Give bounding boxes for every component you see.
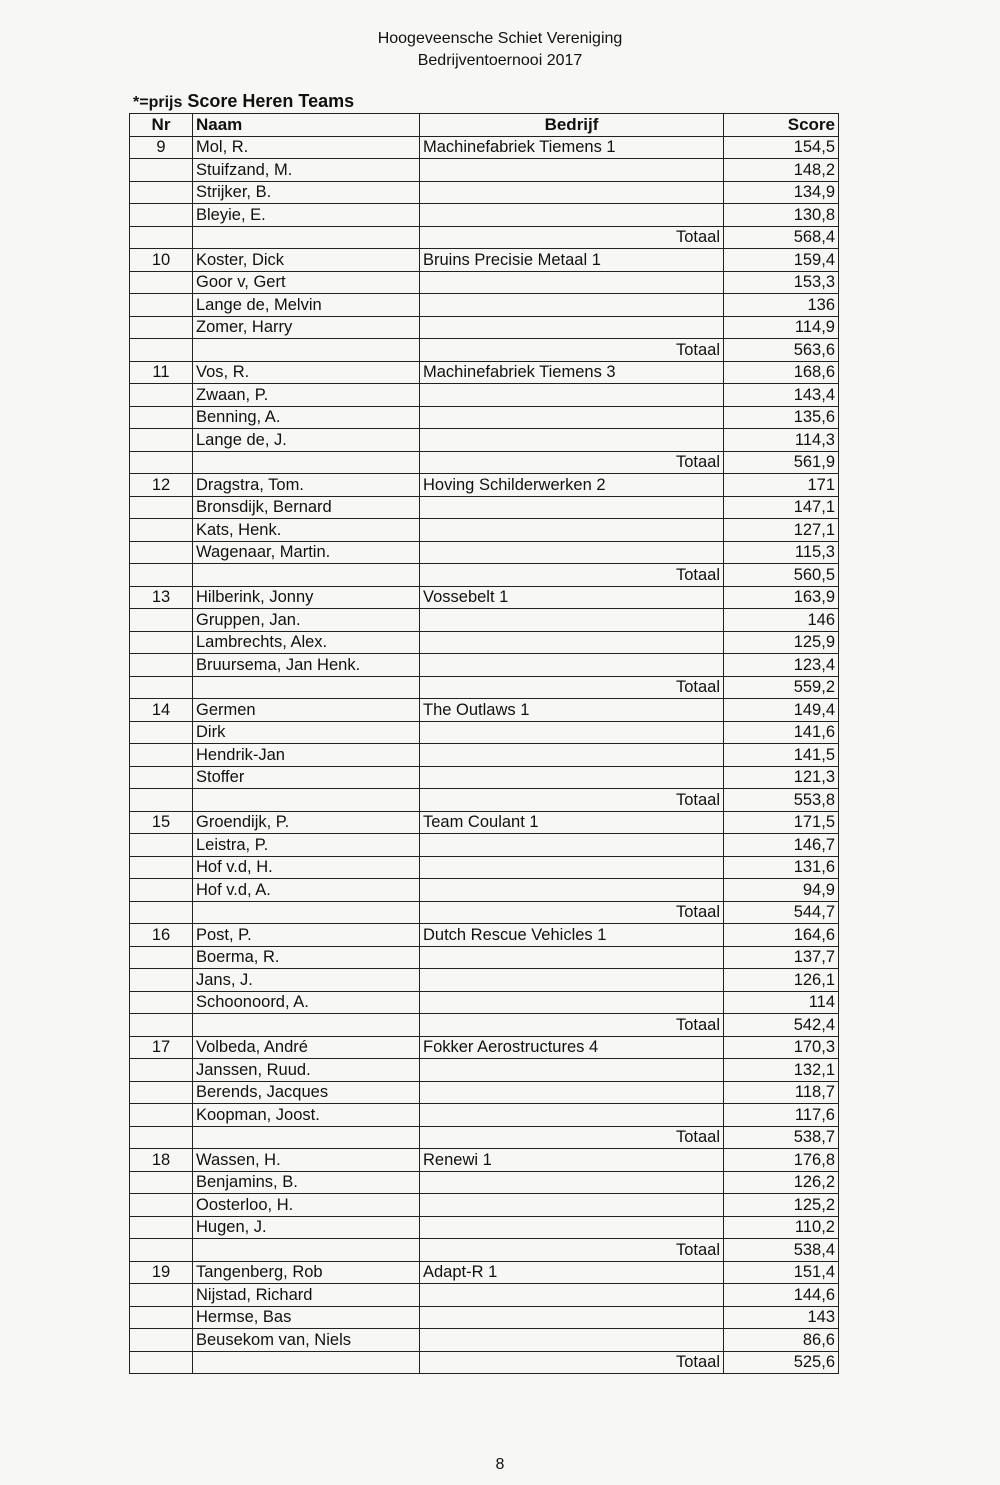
member-name-cell: Germen <box>193 699 420 722</box>
member-name-cell: Post, P. <box>193 924 420 947</box>
member-name-cell: Hilberink, Jonny <box>193 586 420 609</box>
empty-cell <box>130 339 193 362</box>
member-score-cell: 171 <box>724 474 839 497</box>
team-nr-cell <box>130 519 193 542</box>
member-score-cell: 115,3 <box>724 541 839 564</box>
company-cell <box>420 294 724 317</box>
member-score-cell: 131,6 <box>724 856 839 879</box>
company-cell <box>420 429 724 452</box>
company-cell <box>420 1081 724 1104</box>
empty-cell <box>130 1351 193 1374</box>
company-cell <box>420 766 724 789</box>
member-score-cell: 130,8 <box>724 204 839 227</box>
member-score-cell: 141,5 <box>724 744 839 767</box>
member-score-cell: 123,4 <box>724 654 839 677</box>
total-label-cell: Totaal <box>420 1239 724 1262</box>
company-cell <box>420 991 724 1014</box>
member-name-cell: Goor v, Gert <box>193 271 420 294</box>
table-row <box>130 586 839 609</box>
table-row <box>130 361 839 384</box>
empty-cell <box>130 1239 193 1262</box>
table-row <box>130 249 839 272</box>
member-name-cell: Groendijk, P. <box>193 811 420 834</box>
empty-cell <box>130 564 193 587</box>
member-score-cell: 137,7 <box>724 946 839 969</box>
company-cell: Dutch Rescue Vehicles 1 <box>420 924 724 947</box>
team-total-row <box>130 564 839 587</box>
member-score-cell: 171,5 <box>724 811 839 834</box>
empty-cell <box>193 1126 420 1149</box>
member-name-cell: Bruursema, Jan Henk. <box>193 654 420 677</box>
empty-cell <box>193 789 420 812</box>
table-row <box>130 834 839 857</box>
total-label-cell: Totaal <box>420 676 724 699</box>
member-score-cell: 86,6 <box>724 1329 839 1352</box>
member-score-cell: 94,9 <box>724 879 839 902</box>
member-name-cell: Beusekom van, Niels <box>193 1329 420 1352</box>
member-score-cell: 125,9 <box>724 631 839 654</box>
table-row <box>130 1059 839 1082</box>
member-name-cell: Hof v.d, H. <box>193 856 420 879</box>
member-score-cell: 146 <box>724 609 839 632</box>
document-subtitle: Bedrijventoernooi 2017 <box>417 52 583 69</box>
member-name-cell: Volbeda, André <box>193 1036 420 1059</box>
team-nr-cell <box>130 1059 193 1082</box>
member-name-cell: Berends, Jacques <box>193 1081 420 1104</box>
team-nr-cell: 18 <box>130 1149 193 1172</box>
team-total-cell: 561,9 <box>724 451 839 474</box>
company-cell <box>420 856 724 879</box>
member-name-cell: Boerma, R. <box>193 946 420 969</box>
company-cell <box>420 1104 724 1127</box>
empty-cell <box>130 226 193 249</box>
member-name-cell: Oosterloo, H. <box>193 1194 420 1217</box>
team-nr-cell <box>130 879 193 902</box>
empty-cell <box>193 339 420 362</box>
team-total-cell: 544,7 <box>724 901 839 924</box>
company-cell <box>420 181 724 204</box>
member-name-cell: Hermse, Bas <box>193 1306 420 1329</box>
member-name-cell: Lange de, J. <box>193 429 420 452</box>
table-row <box>130 496 839 519</box>
team-nr-cell <box>130 946 193 969</box>
team-nr-cell <box>130 429 193 452</box>
member-name-cell: Nijstad, Richard <box>193 1284 420 1307</box>
member-score-cell: 135,6 <box>724 406 839 429</box>
team-nr-cell <box>130 721 193 744</box>
member-score-cell: 126,2 <box>724 1171 839 1194</box>
member-score-cell: 170,3 <box>724 1036 839 1059</box>
team-total-row <box>130 1239 839 1262</box>
table-row <box>130 1171 839 1194</box>
team-total-row <box>130 1126 839 1149</box>
team-nr-cell <box>130 1171 193 1194</box>
table-row <box>130 879 839 902</box>
company-cell: Machinefabriek Tiemens 1 <box>420 136 724 159</box>
member-name-cell: Bronsdijk, Bernard <box>193 496 420 519</box>
company-cell <box>420 271 724 294</box>
empty-cell <box>130 789 193 812</box>
team-total-row <box>130 901 839 924</box>
total-label-cell: Totaal <box>420 789 724 812</box>
member-score-cell: 127,1 <box>724 519 839 542</box>
member-score-cell: 153,3 <box>724 271 839 294</box>
member-score-cell: 134,9 <box>724 181 839 204</box>
empty-cell <box>130 676 193 699</box>
member-name-cell: Strijker, B. <box>193 181 420 204</box>
table-row <box>130 1036 839 1059</box>
total-label-cell: Totaal <box>420 1126 724 1149</box>
member-name-cell: Leistra, P. <box>193 834 420 857</box>
table-row <box>130 1081 839 1104</box>
column-header-score: Score <box>724 114 839 137</box>
team-nr-cell: 10 <box>130 249 193 272</box>
team-nr-cell <box>130 1329 193 1352</box>
table-row <box>130 1284 839 1307</box>
member-name-cell: Jans, J. <box>193 969 420 992</box>
member-score-cell: 163,9 <box>724 586 839 609</box>
team-total-row <box>130 676 839 699</box>
empty-cell <box>193 451 420 474</box>
member-score-cell: 114,9 <box>724 316 839 339</box>
company-cell <box>420 654 724 677</box>
table-row <box>130 856 839 879</box>
member-score-cell: 148,2 <box>724 159 839 182</box>
team-total-cell: 525,6 <box>724 1351 839 1374</box>
company-cell <box>420 1171 724 1194</box>
total-label-cell: Totaal <box>420 1014 724 1037</box>
table-row <box>130 924 839 947</box>
team-nr-cell: 14 <box>130 699 193 722</box>
table-row <box>130 721 839 744</box>
company-cell: Bruins Precisie Metaal 1 <box>420 249 724 272</box>
company-cell <box>420 834 724 857</box>
company-cell <box>420 519 724 542</box>
team-total-cell: 560,5 <box>724 564 839 587</box>
team-nr-cell <box>130 1216 193 1239</box>
team-total-row <box>130 226 839 249</box>
page-number: 8 <box>495 1456 505 1473</box>
team-nr-cell <box>130 856 193 879</box>
member-name-cell: Mol, R. <box>193 136 420 159</box>
team-nr-cell <box>130 744 193 767</box>
team-nr-cell <box>130 181 193 204</box>
team-total-row <box>130 451 839 474</box>
table-row <box>130 1216 839 1239</box>
team-nr-cell <box>130 384 193 407</box>
empty-cell <box>193 226 420 249</box>
table-row <box>130 609 839 632</box>
company-cell <box>420 1194 724 1217</box>
document-title: Hoogeveensche Schiet Vereniging <box>377 30 623 47</box>
member-name-cell: Kats, Henk. <box>193 519 420 542</box>
member-name-cell: Hof v.d, A. <box>193 879 420 902</box>
company-cell <box>420 631 724 654</box>
team-total-cell: 538,7 <box>724 1126 839 1149</box>
member-score-cell: 147,1 <box>724 496 839 519</box>
member-name-cell: Zwaan, P. <box>193 384 420 407</box>
team-nr-cell <box>130 271 193 294</box>
member-name-cell: Zomer, Harry <box>193 316 420 339</box>
team-nr-cell <box>130 541 193 564</box>
empty-cell <box>193 1239 420 1262</box>
empty-cell <box>130 901 193 924</box>
empty-cell <box>193 1351 420 1374</box>
company-cell <box>420 1329 724 1352</box>
table-row <box>130 429 839 452</box>
company-cell <box>420 406 724 429</box>
member-score-cell: 114,3 <box>724 429 839 452</box>
member-name-cell: Benjamins, B. <box>193 1171 420 1194</box>
team-nr-cell: 9 <box>130 136 193 159</box>
team-nr-cell: 19 <box>130 1261 193 1284</box>
member-name-cell: Lambrechts, Alex. <box>193 631 420 654</box>
team-nr-cell <box>130 834 193 857</box>
team-nr-cell <box>130 654 193 677</box>
member-score-cell: 118,7 <box>724 1081 839 1104</box>
company-cell <box>420 609 724 632</box>
company-cell <box>420 541 724 564</box>
empty-cell <box>193 676 420 699</box>
table-caption <box>133 90 354 114</box>
member-score-cell: 141,6 <box>724 721 839 744</box>
company-cell <box>420 204 724 227</box>
column-header-naam: Naam <box>193 114 420 137</box>
team-nr-cell: 13 <box>130 586 193 609</box>
team-nr-cell <box>130 969 193 992</box>
team-nr-cell <box>130 1306 193 1329</box>
company-cell <box>420 946 724 969</box>
member-name-cell: Stoffer <box>193 766 420 789</box>
table-row <box>130 271 839 294</box>
member-score-cell: 159,4 <box>724 249 839 272</box>
member-score-cell: 164,6 <box>724 924 839 947</box>
total-label-cell: Totaal <box>420 226 724 249</box>
company-cell <box>420 1284 724 1307</box>
empty-cell <box>193 564 420 587</box>
table-row <box>130 406 839 429</box>
table-row <box>130 204 839 227</box>
empty-cell <box>130 1126 193 1149</box>
member-score-cell: 146,7 <box>724 834 839 857</box>
team-nr-cell <box>130 204 193 227</box>
empty-cell <box>193 901 420 924</box>
team-nr-cell <box>130 406 193 429</box>
member-score-cell: 110,2 <box>724 1216 839 1239</box>
team-nr-cell: 17 <box>130 1036 193 1059</box>
member-score-cell: 114 <box>724 991 839 1014</box>
company-cell: Adapt-R 1 <box>420 1261 724 1284</box>
member-name-cell: Hendrik-Jan <box>193 744 420 767</box>
company-cell <box>420 879 724 902</box>
team-total-row <box>130 789 839 812</box>
company-cell: Team Coulant 1 <box>420 811 724 834</box>
table-row <box>130 631 839 654</box>
member-name-cell: Wagenaar, Martin. <box>193 541 420 564</box>
table-row <box>130 474 839 497</box>
prijs-legend: *=prijs <box>133 94 183 111</box>
member-name-cell: Schoonoord, A. <box>193 991 420 1014</box>
table-row <box>130 181 839 204</box>
member-name-cell: Benning, A. <box>193 406 420 429</box>
score-table <box>129 113 839 1374</box>
member-name-cell: Stuifzand, M. <box>193 159 420 182</box>
table-row <box>130 1104 839 1127</box>
member-name-cell: Tangenberg, Rob <box>193 1261 420 1284</box>
company-cell <box>420 1306 724 1329</box>
table-row <box>130 384 839 407</box>
member-name-cell: Hugen, J. <box>193 1216 420 1239</box>
member-score-cell: 143,4 <box>724 384 839 407</box>
team-nr-cell: 12 <box>130 474 193 497</box>
total-label-cell: Totaal <box>420 901 724 924</box>
member-name-cell: Gruppen, Jan. <box>193 609 420 632</box>
team-nr-cell <box>130 991 193 1014</box>
table-row <box>130 699 839 722</box>
member-name-cell: Dirk <box>193 721 420 744</box>
team-nr-cell <box>130 294 193 317</box>
table-row <box>130 969 839 992</box>
table-row <box>130 991 839 1014</box>
member-name-cell: Bleyie, E. <box>193 204 420 227</box>
team-nr-cell <box>130 496 193 519</box>
team-total-cell: 559,2 <box>724 676 839 699</box>
company-cell: Vossebelt 1 <box>420 586 724 609</box>
team-nr-cell <box>130 1194 193 1217</box>
member-score-cell: 126,1 <box>724 969 839 992</box>
member-score-cell: 136 <box>724 294 839 317</box>
table-row <box>130 541 839 564</box>
table-row <box>130 294 839 317</box>
company-cell <box>420 969 724 992</box>
team-total-row <box>130 339 839 362</box>
company-cell: Hoving Schilderwerken 2 <box>420 474 724 497</box>
score-table-body <box>130 136 839 1374</box>
total-label-cell: Totaal <box>420 451 724 474</box>
member-score-cell: 125,2 <box>724 1194 839 1217</box>
member-score-cell: 168,6 <box>724 361 839 384</box>
team-total-cell: 553,8 <box>724 789 839 812</box>
total-label-cell: Totaal <box>420 1351 724 1374</box>
team-nr-cell <box>130 1284 193 1307</box>
company-cell <box>420 1216 724 1239</box>
member-name-cell: Koopman, Joost. <box>193 1104 420 1127</box>
member-score-cell: 121,3 <box>724 766 839 789</box>
empty-cell <box>130 1014 193 1037</box>
member-score-cell: 132,1 <box>724 1059 839 1082</box>
table-header-row <box>130 114 839 137</box>
member-score-cell: 143 <box>724 1306 839 1329</box>
total-label-cell: Totaal <box>420 564 724 587</box>
company-cell <box>420 744 724 767</box>
company-cell <box>420 496 724 519</box>
table-row <box>130 136 839 159</box>
empty-cell <box>193 1014 420 1037</box>
table-row <box>130 744 839 767</box>
company-cell <box>420 316 724 339</box>
team-total-cell: 563,6 <box>724 339 839 362</box>
team-total-row <box>130 1014 839 1037</box>
company-cell: Renewi 1 <box>420 1149 724 1172</box>
member-score-cell: 117,6 <box>724 1104 839 1127</box>
total-label-cell: Totaal <box>420 339 724 362</box>
company-cell: Fokker Aerostructures 4 <box>420 1036 724 1059</box>
table-row <box>130 519 839 542</box>
column-header-bedrijf: Bedrijf <box>420 114 724 137</box>
member-score-cell: 151,4 <box>724 1261 839 1284</box>
team-nr-cell <box>130 609 193 632</box>
table-row <box>130 1194 839 1217</box>
team-nr-cell <box>130 1104 193 1127</box>
member-name-cell: Koster, Dick <box>193 249 420 272</box>
table-row <box>130 811 839 834</box>
table-title: Score Heren Teams <box>187 91 355 111</box>
company-cell <box>420 1059 724 1082</box>
team-nr-cell <box>130 159 193 182</box>
team-nr-cell <box>130 631 193 654</box>
company-cell: Machinefabriek Tiemens 3 <box>420 361 724 384</box>
company-cell <box>420 384 724 407</box>
table-row <box>130 766 839 789</box>
company-cell: The Outlaws 1 <box>420 699 724 722</box>
member-name-cell: Wassen, H. <box>193 1149 420 1172</box>
member-score-cell: 149,4 <box>724 699 839 722</box>
team-nr-cell <box>130 766 193 789</box>
member-name-cell: Janssen, Ruud. <box>193 1059 420 1082</box>
member-name-cell: Vos, R. <box>193 361 420 384</box>
team-nr-cell <box>130 1081 193 1104</box>
table-row <box>130 654 839 677</box>
table-row <box>130 946 839 969</box>
empty-cell <box>130 451 193 474</box>
member-score-cell: 144,6 <box>724 1284 839 1307</box>
member-score-cell: 176,8 <box>724 1149 839 1172</box>
table-row <box>130 1149 839 1172</box>
team-total-row <box>130 1351 839 1374</box>
table-row <box>130 1329 839 1352</box>
member-name-cell: Dragstra, Tom. <box>193 474 420 497</box>
table-row <box>130 159 839 182</box>
team-nr-cell: 16 <box>130 924 193 947</box>
company-cell <box>420 159 724 182</box>
member-name-cell: Lange de, Melvin <box>193 294 420 317</box>
team-nr-cell: 11 <box>130 361 193 384</box>
table-row <box>130 1261 839 1284</box>
team-total-cell: 542,4 <box>724 1014 839 1037</box>
company-cell <box>420 721 724 744</box>
team-total-cell: 568,4 <box>724 226 839 249</box>
team-total-cell: 538,4 <box>724 1239 839 1262</box>
team-nr-cell <box>130 316 193 339</box>
column-header-nr: Nr <box>130 114 193 137</box>
member-score-cell: 154,5 <box>724 136 839 159</box>
table-row <box>130 1306 839 1329</box>
team-nr-cell: 15 <box>130 811 193 834</box>
table-row <box>130 316 839 339</box>
